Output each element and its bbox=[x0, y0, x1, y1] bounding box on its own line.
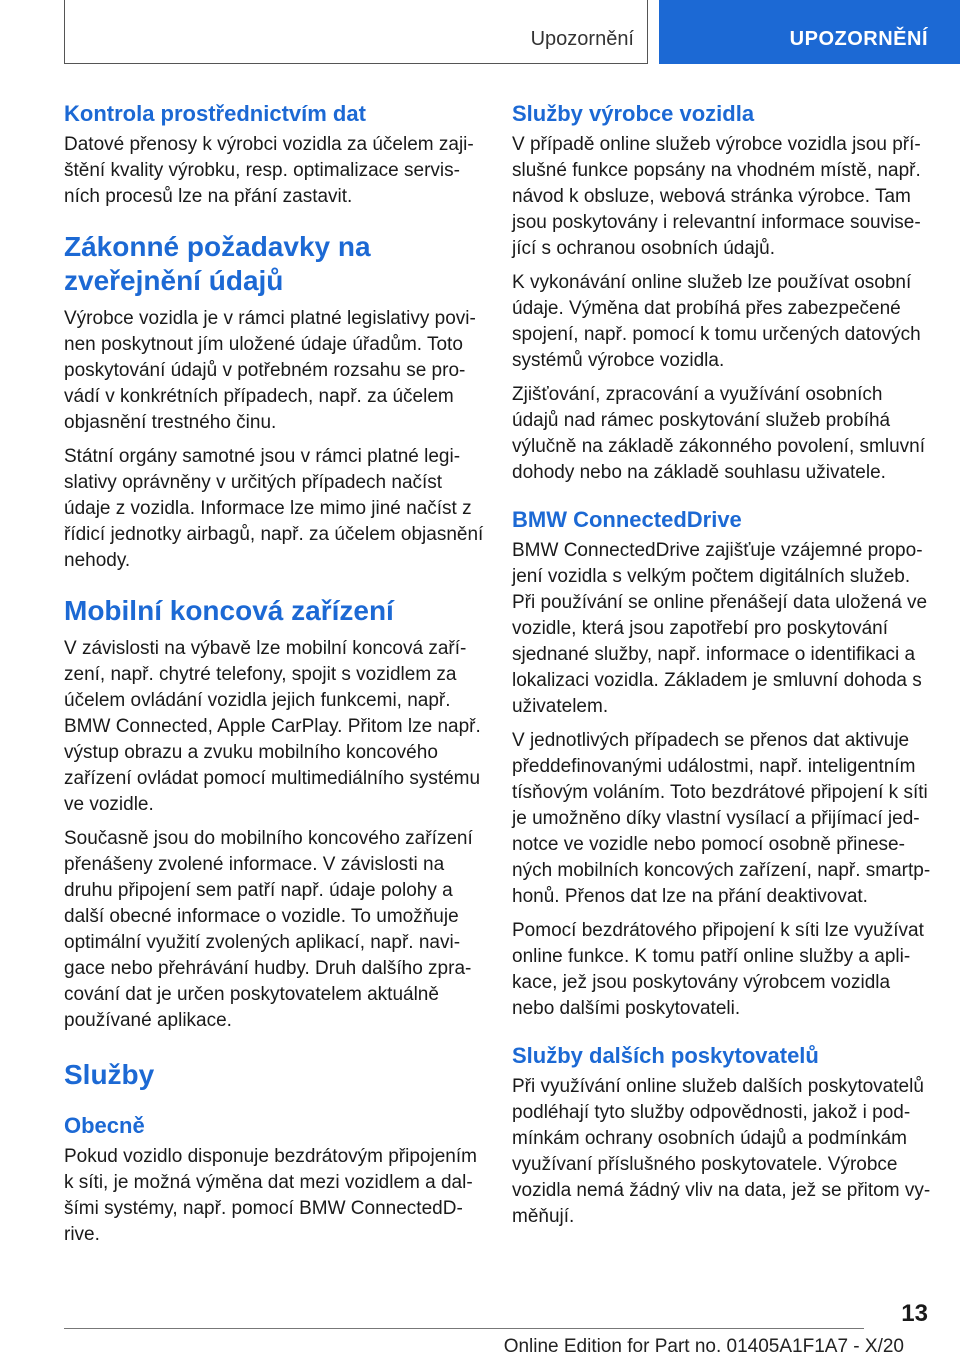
heading-mobilni-zarizeni: Mobilní koncová zařízení bbox=[64, 595, 394, 626]
paragraph: V případě online služeb výrobce vozidla jsou příslušné funkce popsány na vhodném místě, např. návod k obsluze, webová stránka výrobce. Tam jsou poskytovány i relevantní informace související s ochranou osobních údajů. bbox=[512, 134, 921, 259]
heading-sluzby-vyrobce: Služby výrobce vozidla bbox=[512, 101, 755, 126]
header-section-title: Upozornění bbox=[530, 28, 634, 50]
paragraph: V jednotlivých případech se přenos dat aktivuje předdefinovanými událostmi, např. inteligentním tísňovým voláním. Toto bezdrátové připojení k síti je umožněno díky vlastní vysílací a přijímací jednotce ve vozidle nebo pomocí osobně přinesených mobilních koncových zařízení, např. smartphonů. Přenos dat lze na přání deaktivovat. bbox=[512, 730, 931, 907]
footer-edition: Online Edition for Part no. 01405A1F1A7 - X/20 bbox=[503, 1336, 904, 1357]
paragraph: Při využívání online služeb dalších poskytovatelů podléhají tyto služby odpovědnosti, jakož i podmínkám ochrany osobních údajů a podmínkám využívaní příslušného poskytovatele. Výrobce vozidla nemá žádný vliv na data, jež se přitom vyměňují. bbox=[512, 1076, 931, 1227]
heading-sluzby: Služby bbox=[64, 1059, 155, 1090]
page-number: 13 bbox=[901, 1300, 928, 1327]
heading-sluzby-dalsich: Služby dalších poskytovatelů bbox=[512, 1043, 819, 1068]
footer-divider bbox=[64, 1328, 864, 1329]
heading-kontrola: Kontrola prostřednictvím dat bbox=[64, 101, 366, 126]
paragraph: Výrobce vozidla je v rámci platné legislativy povinen poskytnout jím uložené údaje úřadům. Toto poskytování údajů v potřebném rozsahu se provádí v konkrétních případech, např. za účelem objasnění trestného činu. bbox=[64, 308, 476, 433]
paragraph: Zjišťování, zpracování a využívání osobních údajů nad rámec poskytování služeb probíhá výlučně na základě zákonného povolení, smluvní dohody nebo na základě souhlasu uživatele. bbox=[512, 384, 925, 483]
heading-obecne: Obecně bbox=[64, 1113, 145, 1138]
paragraph: Současně jsou do mobilního koncového zařízení přenášeny zvolené informace. V závislosti na druhu připojení sem patří např. údaje polohy a další obecné informace o vozidle. To umožňuje optimální využití zvolených aplikací, např. navigace nebo přehrávání hudby. Druh dalšího zpracování dat je určen poskytovatelem aktuálně používané aplikace. bbox=[64, 828, 473, 1031]
heading-bmw-connecteddrive: BMW ConnectedDrive bbox=[512, 507, 742, 532]
paragraph: V závislosti na výbavě lze mobilní koncová zařízení, např. chytré telefony, spojit s vozidlem za účelem ovládání vozidla jejich funkcemi, např. BMW Connected, Apple CarPlay. Přitom lze např. výstup obrazu a zvuku mobilního koncového zařízení ovládat pomocí multimediálního systému ve vozidle. bbox=[64, 638, 481, 815]
paragraph: Pomocí bezdrátového připojení k síti lze využívat online funkce. K tomu patří online služby a aplikace, jež jsou poskytovány výrobcem vozidla nebo dalšími poskytovateli. bbox=[512, 920, 924, 1019]
paragraph: Pokud vozidlo disponuje bezdrátovým připojením k síti, je možná výměna dat mezi vozidlem a dalšími systémy, např. pomocí BMW ConnectedDrive. bbox=[64, 1146, 477, 1245]
paragraph: BMW ConnectedDrive zajišťuje vzájemné propojení vozidla s velkým počtem digitálních služeb. Při používání se online přenášejí data uložená ve vozidle, která jsou zapotřebí pro poskytování sjednané služby, např. informace o identifikaci a lokalizaci vozidla. Základem je smluvní dohoda s uživatelem. bbox=[512, 540, 928, 717]
right-column bbox=[512, 100, 932, 1238]
header-chapter-tab[interactable]: UPOZORNĚNÍ bbox=[659, 0, 960, 64]
paragraph: K vykonávání online služeb lze používat osobní údaje. Výměna dat probíhá přes zabezpečené spojení, např. pomocí k tomu určených datových systémů výrobce vozidla. bbox=[512, 272, 921, 371]
paragraph: Datové přenosy k výrobci vozidla za účelem zajištění kvality výrobku, resp. optimalizace servisních procesů lze na přání zastavit. bbox=[64, 134, 474, 207]
left-column bbox=[64, 100, 484, 1256]
heading-zakonne-pozadavky: Zákonné požadavky na zveřejnění údajů bbox=[64, 231, 371, 296]
paragraph: Státní orgány samotné jsou v rámci platné legislativy oprávněny v určitých případech načíst údaje z vozidla. Informace lze mimo jiné načíst z řídicí jednotky airbagů, např. za účelem objasnění nehody. bbox=[64, 446, 484, 571]
